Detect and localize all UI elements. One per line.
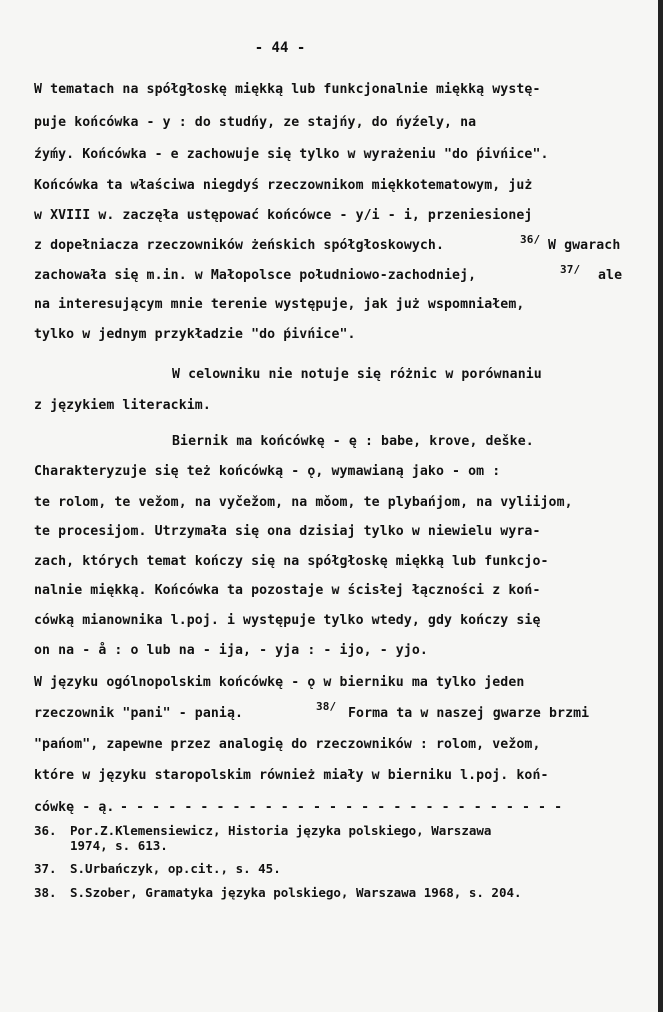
body-line: on na - å : o lub na - ija, - yja : - ijo, - yjo. [34,643,428,658]
footnote-ref-36: 36/ [520,233,541,246]
body-line: Biernik ma końcówkę - ę : babe, krove, deške. [172,434,534,449]
footnote-separator: - - - - - - - - - - - - - - - - - - - - - - - - - - - - [120,800,563,815]
body-line: cówkę - ą. [34,800,115,815]
footnote-ref-38: 38/ [316,700,337,713]
body-line: rzeczownik "pani" - panią. [34,706,244,721]
footnote-text-cont: 1974, s. 613. [70,838,168,853]
body-line: na interesującym mnie terenie występuje, jak już wspomniałem, [34,297,525,312]
body-line: które w języku staropolskim również miały w bierniku l.poj. koń- [34,768,549,783]
body-line: cówką mianownika l.poj. i występuje tylko wtedy, gdy kończy się [34,613,541,628]
page-number: - 44 - [254,40,306,56]
body-line: "pańom", zapewne przez analogię do rzeczowników : rolom, vežom, [34,737,541,752]
footnote-number: 38. [34,885,57,900]
body-line: W języku ogólnopolskim końcówkę - ǫ w bierniku ma tylko jeden [34,675,525,690]
body-line: W celowniku nie notuje się różnic w porównaniu [172,367,542,382]
footnote-number: 36. [34,823,57,838]
body-line: zach, których temat kończy się na spółgłoskę miękką lub funkcjo- [34,554,549,569]
footnote-number: 37. [34,861,57,876]
body-line: te rolom, te vežom, na vyčežom, na mǒom, te plybańjom, na vyliijom, [34,495,573,510]
body-line: z dopełniacza rzeczowników żeńskich spółgłoskowych. [34,238,445,253]
footnote-ref-37: 37/ [560,263,581,276]
footnote-text: Por.Z.Klemensiewicz, Historia języka polskiego, Warszawa [70,823,492,838]
body-line: W tematach na spółgłoskę miękką lub funkcjonalnie miękką wystę- [34,82,541,97]
body-line: w XVIII w. zaczęła ustępować końcówce - y/i - i, przeniesionej [34,208,533,223]
body-line: te procesijom. Utrzymała się ona dzisiaj tylko w niewielu wyra- [34,524,541,539]
body-line: z językiem literackim. [34,398,211,413]
body-line: tylko w jednym przykładzie "do ṕivńice". [34,327,356,342]
body-line: Charakteryzuje się też końcówką - ǫ, wymawianą jako - om : [34,464,501,479]
footnote-text: S.Urbańczyk, op.cit., s. 45. [70,861,281,876]
body-line-tail: Forma ta w naszej gwarze brzmi [348,706,590,721]
body-line: puje końcówka - y : do studńy, ze stajńy, do ńyźely, na [34,115,477,130]
footnote-text: S.Szober, Gramatyka języka polskiego, Warszawa 1968, s. 204. [70,885,522,900]
body-line-tail: ale [598,268,623,283]
body-line-tail: W gwarach [548,238,621,253]
body-line: nalnie miękką. Końcówka ta pozostaje w ścisłej łączności z koń- [34,583,541,598]
body-line: Końcówka ta właściwa niegdyś rzeczownikom miękkotematowym, już [34,178,533,193]
body-line: zachowała się m.in. w Małopolsce południowo-zachodniej, [34,268,477,283]
page-edge-shadow [658,0,663,1012]
body-line: źyḿy. Końcówka - e zachowuje się tylko w wyrażeniu "do ṕivńice". [34,147,549,162]
